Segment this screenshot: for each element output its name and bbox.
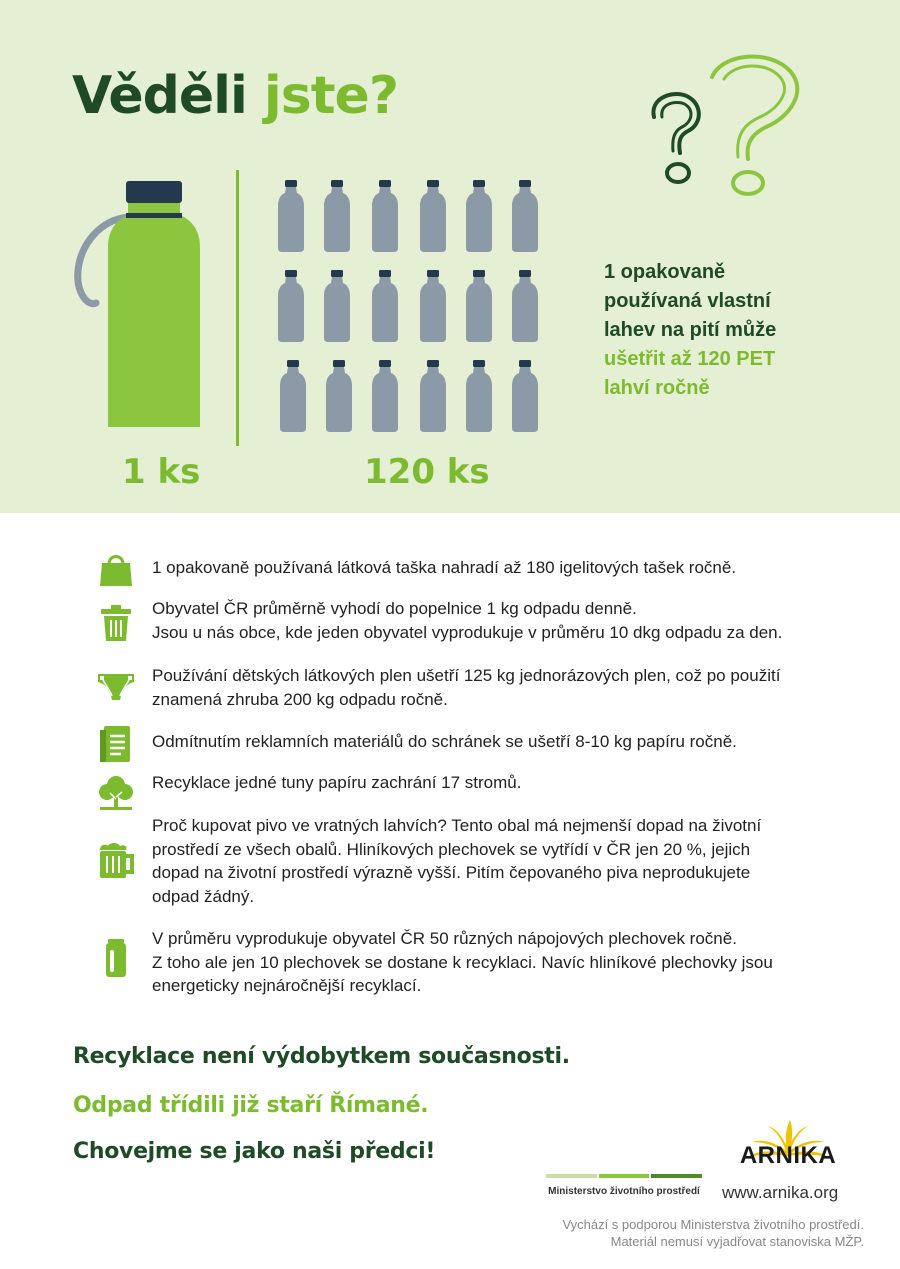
slogan-line2: Odpad třídili již staří Římané. bbox=[73, 1093, 429, 1118]
website-link[interactable]: www.arnika.org bbox=[722, 1183, 839, 1202]
trash-bin-icon bbox=[96, 603, 136, 643]
fact-text bbox=[152, 730, 852, 754]
fact-line: V průměru vyprodukuje obyvatel ČR 50 různých nápojových plechovek ročně. bbox=[152, 929, 737, 948]
fact-text bbox=[152, 597, 852, 644]
pet-bottles-grid bbox=[268, 175, 558, 435]
fact-text bbox=[152, 771, 852, 795]
fact-line: znamená zhruba 200 kg odpadu ročně. bbox=[152, 689, 448, 709]
claim-line: 1 opakovaně bbox=[604, 261, 726, 283]
reusable-bottle-icon bbox=[70, 175, 210, 435]
support-line: Vychází s podporou Ministerstva životního prostředí. bbox=[562, 1217, 864, 1232]
can-icon bbox=[96, 939, 136, 979]
tree-icon bbox=[96, 773, 136, 813]
question-marks-icon bbox=[640, 45, 810, 205]
title-part2: jste? bbox=[263, 66, 398, 126]
ministry-logo bbox=[546, 1174, 702, 1204]
fact-line: odpad žádný. bbox=[152, 886, 255, 906]
fact-line: 1 opakovaně používaná látková taška nahradí až 180 igelitových tašek ročně. bbox=[152, 558, 737, 577]
claim-line: lahev na pití může bbox=[604, 319, 777, 341]
bottle-claim bbox=[604, 258, 864, 403]
support-line: Materiál nemusí vyjadřovat stanoviska MŽP. bbox=[610, 1234, 864, 1249]
support-note bbox=[562, 1216, 864, 1250]
ministry-logo-bars bbox=[546, 1174, 702, 1178]
single-bottle-count: 1 ks bbox=[122, 452, 201, 492]
beer-mug-icon bbox=[96, 840, 136, 880]
claim-line: používaná vlastní bbox=[604, 290, 771, 312]
title-part1: Věděli bbox=[72, 66, 247, 126]
fact-line: Proč kupovat pivo ve vratných lahvích? Tento obal má nejmenší dopad na životní bbox=[152, 816, 762, 835]
fact-line: Jsou u nás obce, kde jeden obyvatel vyprodukuje v průměru 10 dkg odpadu za den. bbox=[152, 622, 783, 642]
fact-text bbox=[152, 814, 852, 908]
diaper-icon bbox=[96, 666, 136, 706]
claim-highlight: ušetřit až 120 PET bbox=[604, 348, 776, 370]
fact-line: Obyvatel ČR průměrně vyhodí do popelnice 1 kg odpadu denně. bbox=[152, 599, 637, 618]
ministry-label: Ministerstvo životního prostředí bbox=[548, 1186, 700, 1197]
fact-text bbox=[152, 664, 852, 711]
fact-line: prostředí ze všech obalů. Hliníkových plechovek se vytřídí v ČR jen 20 %, jejich bbox=[152, 839, 751, 859]
fact-line: Používání dětských látkových plen ušetří 125 kg jednorázových plen, což po použití bbox=[152, 666, 781, 685]
arnika-name: ARNIKA bbox=[739, 1142, 837, 1169]
fact-line: dopad na životní prostředí výrazně vyšší. Pitím čepovaného piva neprodukujete bbox=[152, 863, 751, 882]
page-title bbox=[72, 66, 398, 126]
paper-icon bbox=[96, 724, 136, 764]
fact-line: Odmítnutím reklamních materiálů do schránek se ušetří 8-10 kg papíru ročně. bbox=[152, 732, 737, 751]
fact-line: Z toho ale jen 10 plechovek se dostane k recyklaci. Navíc hliníkové plechovky jsou bbox=[152, 952, 773, 972]
pet-bottle-count: 120 ks bbox=[364, 452, 490, 492]
fact-text bbox=[152, 927, 852, 998]
claim-highlight: lahví ročně bbox=[604, 377, 710, 399]
slogan-line1: Recyklace není výdobytkem současnosti. bbox=[73, 1044, 570, 1069]
fact-text bbox=[152, 556, 852, 580]
fact-line: Recyklace jedné tuny papíru zachrání 17 stromů. bbox=[152, 773, 522, 792]
fact-line: energeticky nejnáročnější recyklací. bbox=[152, 976, 422, 995]
slogan-line3: Chovejme se jako naši předci! bbox=[73, 1139, 436, 1164]
bag-icon bbox=[96, 550, 136, 590]
comparison-divider bbox=[236, 170, 239, 446]
